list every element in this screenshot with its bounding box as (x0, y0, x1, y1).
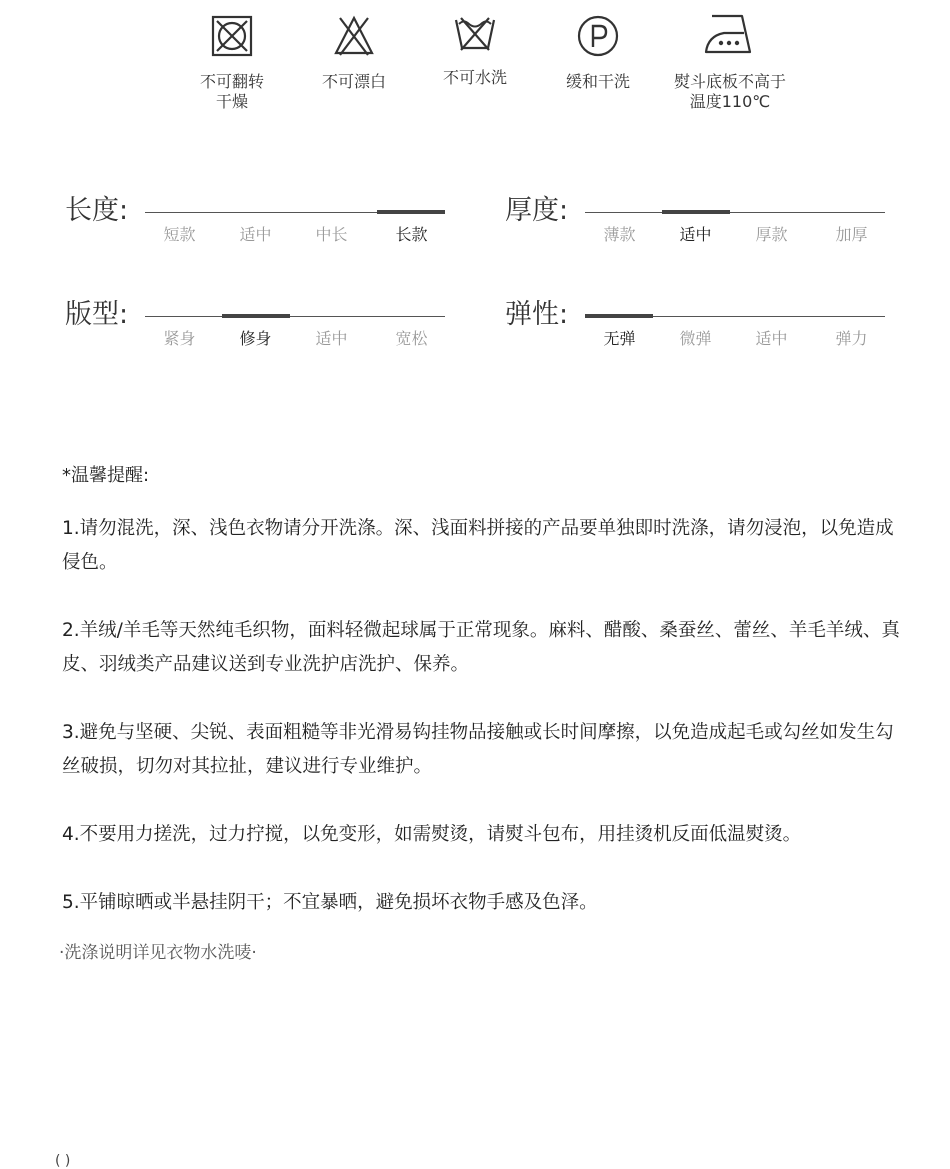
attribute-length (65, 195, 450, 255)
attribute-option: 微弹 (679, 329, 712, 348)
attribute-title: 厚度: (505, 195, 569, 226)
tips-title: *温馨提醒: (62, 465, 150, 486)
attribute-selected-marker (662, 210, 730, 214)
attribute-selected-marker (585, 314, 653, 318)
care-label: 缓和干洗 (565, 72, 630, 91)
gentle-dry-clean-icon (576, 14, 620, 58)
attribute-track (145, 316, 445, 317)
care-tips (62, 462, 902, 920)
iron-low-temp-icon (704, 14, 756, 58)
care-item-no-tumble-dry (186, 14, 278, 112)
tip-item: 2.羊绒/羊毛等天然纯毛织物，面料轻微起球属于正常现象。麻料、醋酸、桑蚕丝、蕾丝、羊毛羊绒、真皮、羽绒类产品建议送到专业洗护店洗护、保养。 (62, 620, 900, 675)
attribute-thickness (505, 195, 890, 255)
tip-item: 3.避免与坚硬、尖锐、表面粗糙等非光滑易钩挂物品接触或长时间摩擦，以免造成起毛或勾丝如发生勾丝破损，切勿对其拉扯，建议进行专业维护。 (62, 722, 894, 777)
attribute-elasticity (505, 299, 890, 359)
no-tumble-dry-icon (210, 14, 254, 58)
attribute-option: 短款 (163, 225, 196, 244)
attribute-option: 无弹 (603, 329, 636, 348)
attribute-option: 中长 (315, 225, 348, 244)
attribute-selected-marker (222, 314, 290, 318)
attribute-title: 长度: (65, 195, 129, 226)
washing-footnote: ·洗涤说明详见衣物水洗唛· (59, 943, 257, 963)
tip-item: 5.平铺晾晒或半悬挂阴干；不宜暴晒，避免损坏衣物手感及色泽。 (62, 892, 598, 913)
attribute-track (585, 316, 885, 317)
attribute-title: 版型: (65, 299, 129, 330)
care-symbols (0, 0, 950, 130)
care-item-iron-low-temp (652, 14, 808, 112)
no-bleach-icon (332, 14, 376, 58)
care-label: 不可翻转 干燥 (199, 72, 264, 111)
attribute-option: 宽松 (395, 329, 428, 348)
tip-item: 1.请勿混洗，深、浅色衣物请分开洗涤。深、浅面料拼接的产品要单独即时洗涤，请勿浸泡，以免造成侵色。 (62, 518, 894, 573)
attribute-option: 弹力 (835, 329, 868, 348)
attribute-option: 适中 (755, 329, 788, 348)
attribute-fit (65, 299, 450, 359)
care-label: 熨斗底板不高于 温度110℃ (673, 72, 786, 111)
attribute-option: 厚款 (755, 225, 788, 244)
no-wash-icon (453, 10, 497, 54)
care-item-gentle-dry-clean (554, 14, 642, 92)
attribute-option: 适中 (239, 225, 272, 244)
attribute-option: 长款 (395, 225, 428, 244)
care-item-no-wash (430, 10, 520, 88)
care-label: 不可漂白 (321, 72, 386, 91)
attribute-option: 修身 (239, 329, 272, 348)
attribute-selected-marker (377, 210, 445, 214)
tip-item: 4.不要用力搓洗，过力拧搅，以免变形，如需熨烫，请熨斗包布，用挂烫机反面低温熨烫。 (62, 824, 802, 845)
attribute-option: 加厚 (835, 225, 868, 244)
attribute-title: 弹性: (505, 299, 569, 330)
attribute-option: 适中 (679, 225, 712, 244)
attribute-option: 适中 (315, 329, 348, 348)
cut-off-text: ( ) (55, 1153, 71, 1169)
care-label: 不可水洗 (442, 68, 507, 87)
attribute-track (585, 212, 885, 213)
attribute-option: 薄款 (603, 225, 636, 244)
attribute-option: 紧身 (163, 329, 196, 348)
care-item-no-bleach (310, 14, 398, 92)
attribute-track (145, 212, 445, 213)
